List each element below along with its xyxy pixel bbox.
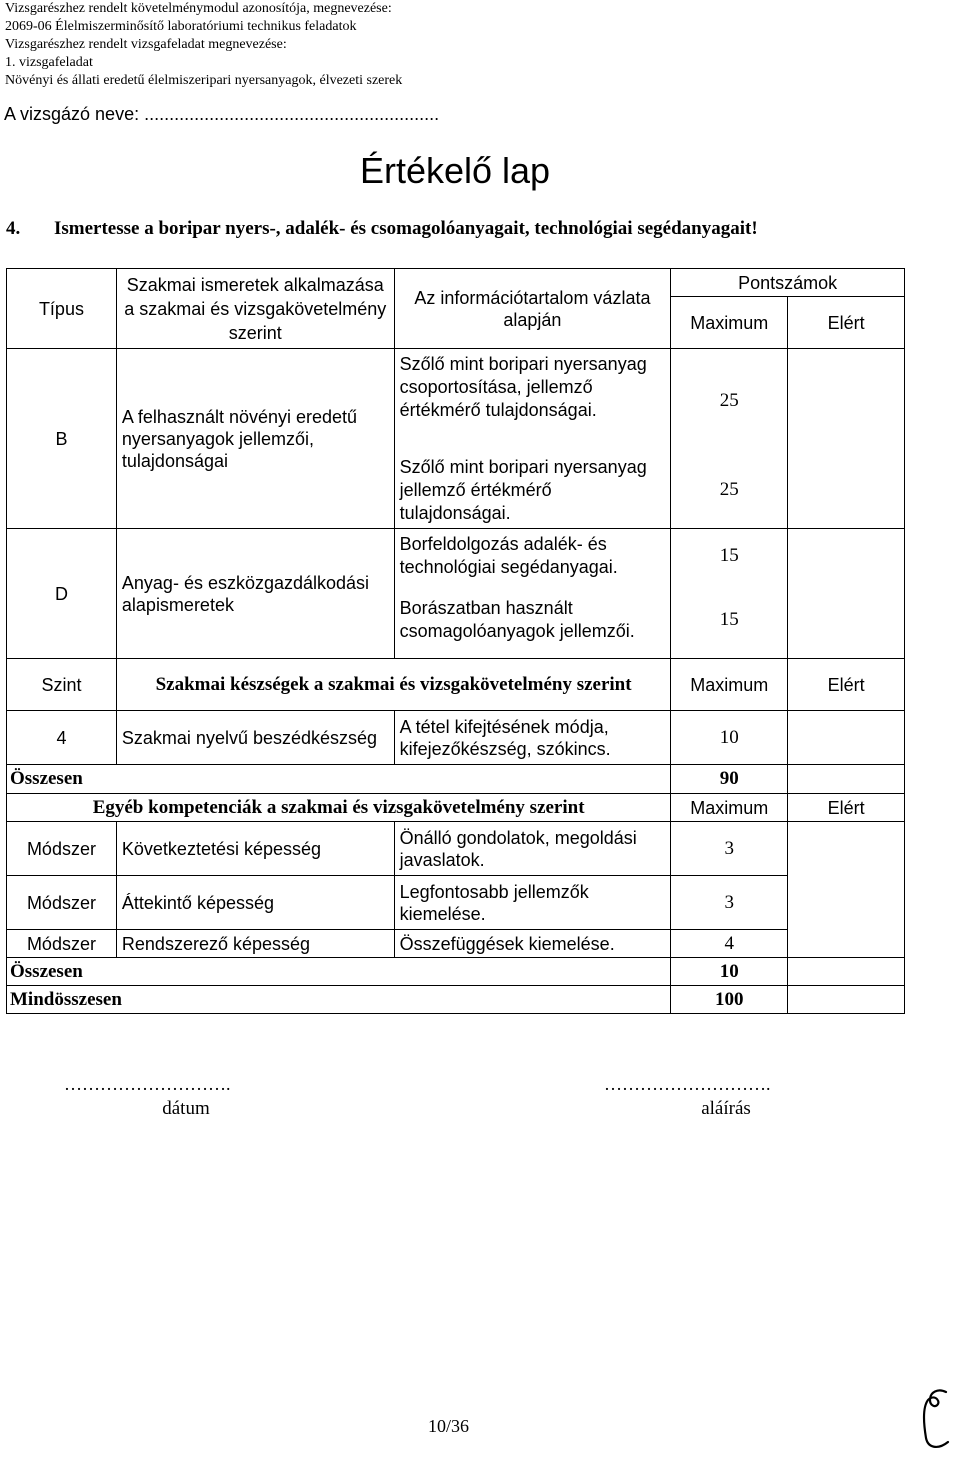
header-line: Növényi és állati eredetű élelmiszeripari nyersanyagok, élvezeti szerek (5, 73, 403, 88)
skill-desc: A tétel kifejtésének módja, kifejezőkészség, szókincs. (394, 711, 671, 765)
other-desc: Önálló gondolatok, megoldási javaslatok. (394, 822, 671, 876)
page-title (0, 150, 960, 192)
col-head-pontszamok: Pontszámok (671, 269, 905, 297)
question (6, 218, 758, 240)
skills-head-elert: Elért (788, 659, 905, 711)
row-topic: A felhasznált növényi eredetű nyersanyagok jellemzői, tulajdonságai (116, 349, 394, 529)
date-dots: ………………………. (64, 1074, 231, 1094)
header-line: Vizsgarészhez rendelt vizsgafeladat megnevezése: (5, 37, 287, 52)
col-head-tipus: Típus (7, 269, 117, 349)
row-elert-cell (788, 529, 905, 659)
page-title-text: Értékelő lap (359, 150, 551, 191)
other-elert-cell (788, 822, 905, 958)
row-item-max: 25 (671, 349, 788, 453)
subtotal-elert-cell (788, 958, 905, 986)
skill-name: Szakmai nyelvű beszédkészség (116, 711, 394, 765)
header-line: Vizsgarészhez rendelt követelménymodul azonosítója, megnevezése: (5, 1, 392, 16)
subtotal-value: 10 (671, 958, 788, 986)
subtotal-label: Összesen (7, 765, 671, 794)
subtotal-value: 90 (671, 765, 788, 794)
signature-dots: ………………………. (604, 1074, 771, 1094)
row-elert-cell (788, 349, 905, 529)
col-head-szakmai: Szakmai ismeretek alkalmazása a szakmai és vizsgakövetelmény szerint (116, 269, 394, 349)
other-comp: Következtetési képesség (116, 822, 394, 876)
other-comp: Áttekintő képesség (116, 876, 394, 930)
row-item-max: 15 (671, 583, 788, 659)
other-desc: Legfontosabb jellemzők kiemelése. (394, 876, 671, 930)
other-max: 4 (671, 930, 788, 958)
other-kind: Módszer (7, 930, 117, 958)
candidate-name-line: A vizsgázó neve: ........................................................... (4, 104, 440, 124)
other-max: 3 (671, 822, 788, 876)
signature-label: aláírás (701, 1098, 751, 1119)
other-comp: Rendszerező képesség (116, 930, 394, 958)
skill-elert-cell (788, 711, 905, 765)
document-header (5, 0, 402, 90)
col-head-maximum: Maximum (671, 297, 788, 349)
grand-total-label: Mindösszesen (7, 986, 671, 1014)
other-desc: Összefüggések kiemelése. (394, 930, 671, 958)
header-line: 1. vizsgafeladat (5, 55, 93, 70)
other-max: 3 (671, 876, 788, 930)
skills-head-title: Szakmai készségek a szakmai és vizsgakövetelmény szerint (116, 659, 670, 711)
header-line: 2069-06 Élelmiszerminősítő laboratóriumi technikus feladatok (5, 19, 357, 34)
col-head-elert: Elért (788, 297, 905, 349)
other-head-maximum: Maximum (671, 794, 788, 822)
row-type: D (7, 529, 117, 659)
evaluation-table (6, 268, 905, 1014)
grand-total-elert-cell (788, 986, 905, 1014)
other-head-elert: Elért (788, 794, 905, 822)
question-text: Ismertesse a boripar nyers-, adalék- és csomagolóanyagait, technológiai segédanyagait! (54, 218, 758, 239)
other-kind: Módszer (7, 876, 117, 930)
subtotal-elert-cell (788, 765, 905, 794)
row-item: Borfeldolgozás adalék- és technológiai segédanyagai. (394, 529, 671, 583)
row-item: Szőlő mint boripari nyersanyag csoportosítása, jellemző értékmérő tulajdonságai. (394, 349, 671, 453)
other-kind: Módszer (7, 822, 117, 876)
skills-head-maximum: Maximum (671, 659, 788, 711)
grand-total-value: 100 (671, 986, 788, 1014)
row-type: B (7, 349, 117, 529)
page-number: 10/36 (428, 1416, 470, 1436)
skill-level: 4 (7, 711, 117, 765)
skill-max: 10 (671, 711, 788, 765)
col-head-info: Az információtartalom vázlata alapján (394, 269, 671, 349)
date-label: dátum (162, 1098, 210, 1119)
row-item-max: 25 (671, 453, 788, 529)
skills-head-szint: Szint (7, 659, 117, 711)
handwritten-initial-signature (916, 1386, 956, 1456)
row-item-max: 15 (671, 529, 788, 583)
subtotal-label: Összesen (7, 958, 671, 986)
row-topic: Anyag- és eszközgazdálkodási alapismeretek (116, 529, 394, 659)
row-item: Borászatban használt csomagolóanyagok jellemzői. (394, 583, 671, 659)
question-number: 4. (6, 218, 21, 239)
row-item: Szőlő mint boripari nyersanyag jellemző értékmérő tulajdonságai. (394, 453, 671, 529)
other-head-title: Egyéb kompetenciák a szakmai és vizsgakövetelmény szerint (7, 794, 671, 822)
